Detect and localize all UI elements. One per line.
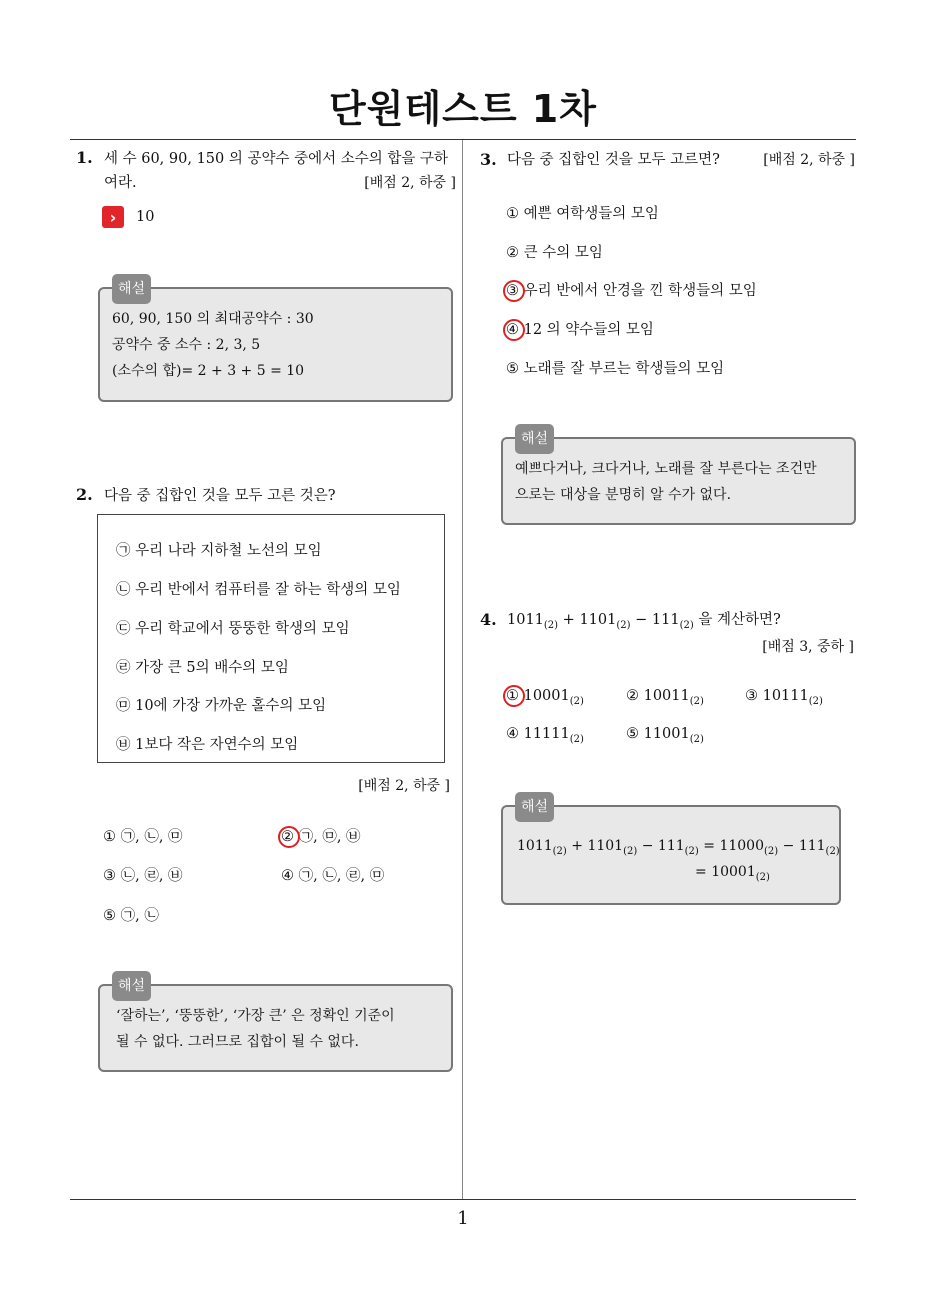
q1-text-line2: 여라. <box>104 175 137 191</box>
q1-explain-line: 60, 90, 150 의 최대공약수 : 30 <box>112 311 314 327</box>
q1-text <box>104 147 456 195</box>
q2-item: ㉡ 우리 반에서 컴퓨터를 잘 하는 학생의 모임 <box>116 582 401 598</box>
q4-option-5[interactable]: ⑤ $11001_{(2)}$ <box>626 726 704 745</box>
q2-explain-line: ‘잘하는’, ‘뚱뚱한’, ‘가장 큰’ 은 정확인 기준이 <box>116 1008 395 1024</box>
q4-explain-line2: = $10001_{(2)}$ <box>695 864 770 883</box>
q4-score-meta: [배점 3, 중하 ] <box>762 639 854 655</box>
chevron-right-icon: › <box>102 206 124 228</box>
explanation-tag: 해설 <box>112 971 151 1001</box>
q1-answer <box>102 206 154 228</box>
selected-answer-mark: ③ <box>506 283 519 299</box>
q3-option-5[interactable]: ⑤ 노래를 잘 부르는 학생들의 모임 <box>506 361 725 377</box>
q3-explanation-box <box>501 431 856 525</box>
bottom-rule <box>70 1199 856 1200</box>
q3-header <box>507 148 855 172</box>
q4-option-2[interactable]: ② $10011_{(2)}$ <box>626 688 704 707</box>
q3-explain-line: 예쁘다거나, 크다거나, 노래를 잘 부른다는 조건만 <box>515 461 817 477</box>
q4-option-4[interactable]: ④ $11111_{(2)}$ <box>506 726 584 745</box>
q4-option-1[interactable]: ① $10001_{(2)}$ <box>506 688 584 707</box>
q2-item: ㉥ 1보다 작은 자연수의 모임 <box>116 737 299 753</box>
q4-expression: $1011_{(2)} + 1101_{(2)} - 111_{(2)}$ 을 계산하면? <box>507 612 781 631</box>
q1-explain-line: (소수의 합)= 2 + 3 + 5 = 10 <box>112 363 305 379</box>
q2-item: ㉢ 우리 학교에서 뚱뚱한 학생의 모임 <box>116 621 350 637</box>
explanation-tag: 해설 <box>515 424 554 454</box>
q3-explain-line: 으로는 대상을 분명히 알 수가 없다. <box>515 487 732 503</box>
q3-option-1[interactable]: ① 예쁜 여학생들의 모임 <box>506 206 659 222</box>
q4-explain-line1: $1011_{(2)} + 1101_{(2)} - 111_{(2)} = 11000_{(2)} - 111_{(2)}$ <box>517 838 840 857</box>
page-title: 단원테스트 1차 <box>329 87 597 131</box>
q2-item: ㉣ 가장 큰 5의 배수의 모임 <box>116 660 289 676</box>
q1-explanation-box <box>98 281 453 402</box>
q4-number: 4. <box>480 610 497 629</box>
explanation-tag: 해설 <box>515 792 554 822</box>
q2-option-1[interactable]: ① ㉠, ㉡, ㉤ <box>103 829 183 845</box>
q2-explanation-box <box>98 978 453 1072</box>
red-circle-icon <box>503 319 525 341</box>
q2-item: ㉤ 10에 가장 가까운 홀수의 모임 <box>116 698 327 714</box>
q3-option-4[interactable]: ④ 12 의 약수들의 모임 <box>506 318 654 339</box>
q2-option-5[interactable]: ⑤ ㉠, ㉡ <box>103 908 159 924</box>
q1-answer-value: 10 <box>136 209 155 225</box>
q2-option-4[interactable]: ④ ㉠, ㉡, ㉣, ㉤ <box>281 868 385 884</box>
q3-number: 3. <box>480 150 497 169</box>
explanation-tag: 해설 <box>112 274 151 304</box>
q2-option-2[interactable]: ② ㉠, ㉤, ㉥ <box>281 825 361 846</box>
column-divider <box>462 140 463 1200</box>
q2-option-3[interactable]: ③ ㉡, ㉣, ㉥ <box>103 868 183 884</box>
red-circle-icon <box>503 685 525 707</box>
selected-answer-mark: ② <box>281 829 294 845</box>
q2-score-meta: [배점 2, 하중 ] <box>358 778 450 794</box>
q2-condition-box <box>97 514 445 763</box>
selected-answer-mark: ① <box>506 688 519 704</box>
q1-score-meta: [배점 2, 하중 ] <box>364 175 456 191</box>
q3-option-2[interactable]: ② 큰 수의 모임 <box>506 245 603 261</box>
selected-answer-mark: ④ <box>506 322 519 338</box>
q3-option-3[interactable]: ③ 우리 반에서 안경을 낀 학생들의 모임 <box>506 279 757 300</box>
red-circle-icon <box>503 280 525 302</box>
q3-text: 다음 중 집합인 것을 모두 고르면? <box>507 152 720 168</box>
q2-number: 2. <box>76 485 93 504</box>
q2-item: ㉠ 우리 나라 지하철 노선의 모임 <box>116 543 322 559</box>
q2-text: 다음 중 집합인 것을 모두 고른 것은? <box>104 488 336 504</box>
q1-explain-line: 공약수 중 소수 : 2, 3, 5 <box>112 337 261 353</box>
top-rule <box>70 139 856 140</box>
q4-option-3[interactable]: ③ $10111_{(2)}$ <box>745 688 823 707</box>
q1-text-line1: 세 수 60, 90, 150 의 공약수 중에서 소수의 합을 구하 <box>104 151 448 167</box>
red-circle-icon <box>278 826 300 848</box>
page-number: 1 <box>457 1208 469 1229</box>
q2-explain-line: 될 수 없다. 그러므로 집합이 될 수 없다. <box>116 1034 359 1050</box>
q4-explanation-box <box>501 799 841 905</box>
q3-score-meta: [배점 2, 하중 ] <box>763 152 855 168</box>
q1-number: 1. <box>76 148 93 167</box>
q4-text: 을 계산하면? <box>698 612 781 628</box>
